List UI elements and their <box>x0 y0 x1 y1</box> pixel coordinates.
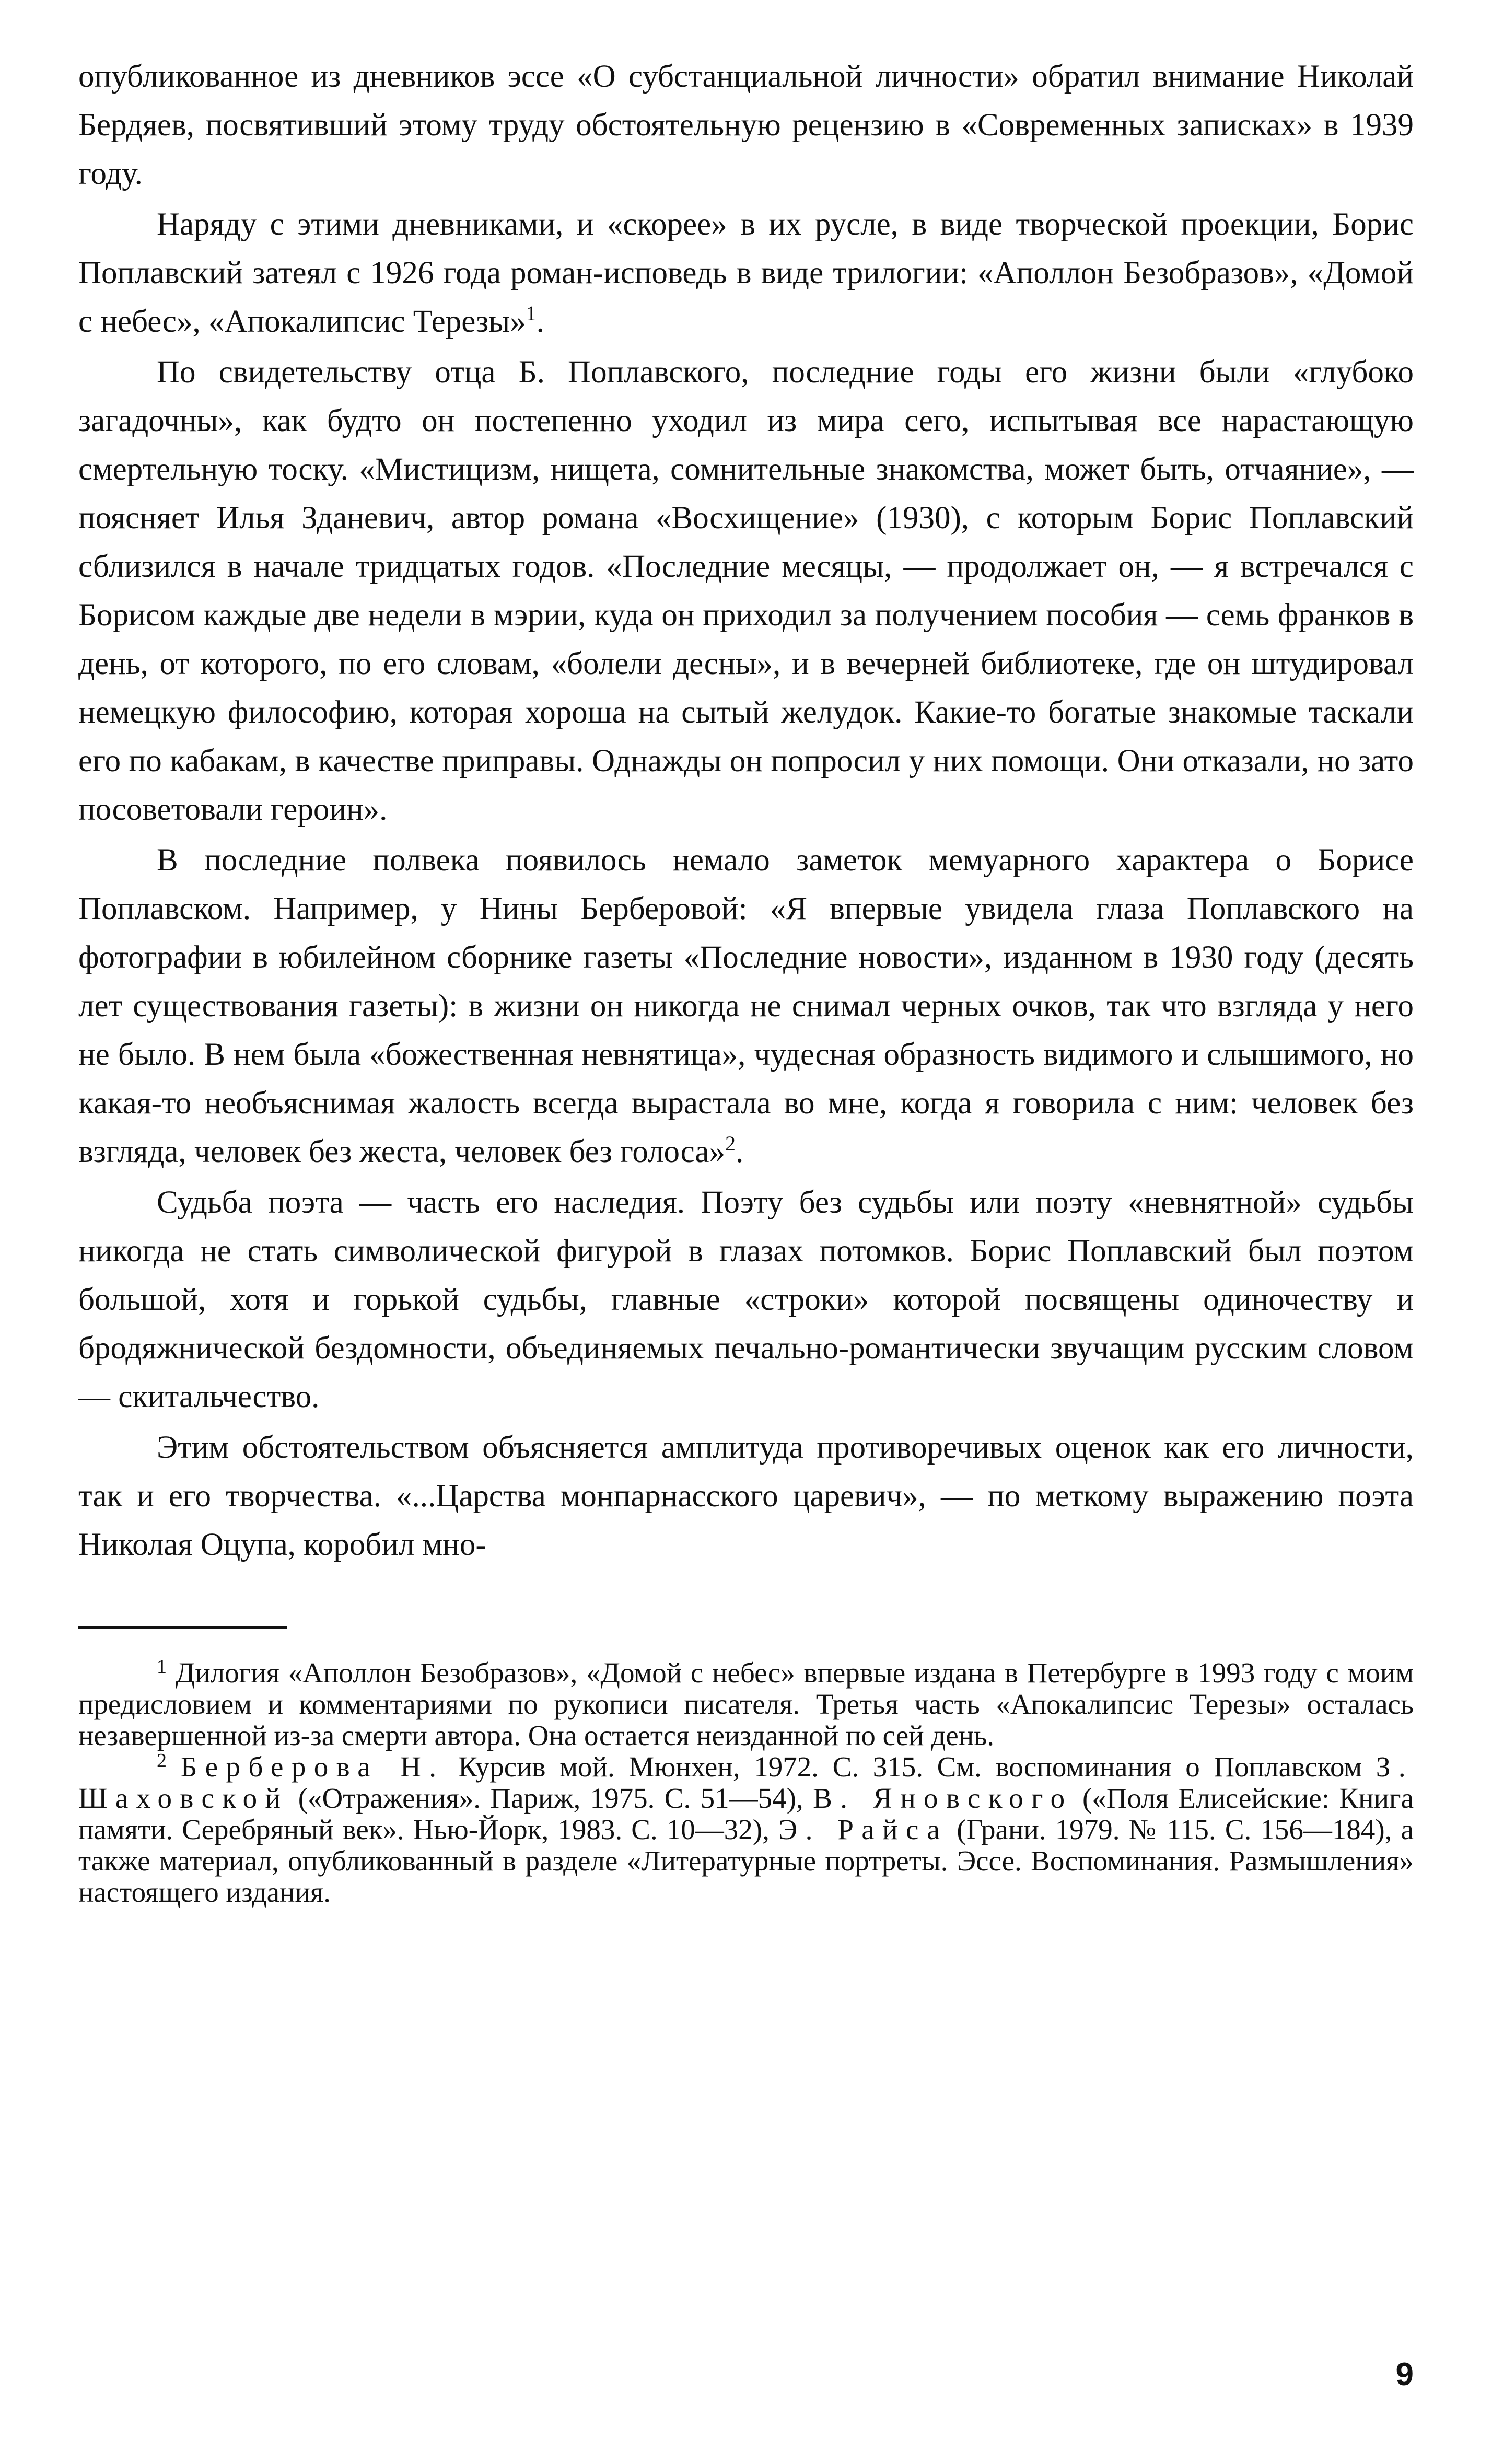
paragraph-4-end: . <box>735 1134 744 1169</box>
footnote-2-author-3: В. Яновского <box>813 1782 1073 1814</box>
paragraph-6: Этим обстоятельством объясняется амплитуда противоречивых оценок как его личности, так и его творчества. «...Царства монпарнасского царевич», — по меткому выражению поэта Николая Оцупа, коробил мно- <box>78 1430 1414 1562</box>
footnote-ref-2: 2 <box>725 1132 736 1155</box>
main-text <box>78 52 1414 1569</box>
footnote-2-author-4: Э. Райса <box>778 1814 948 1845</box>
paragraph-1: опубликованное из дневников эссе «О субстанциальной личности» обратил внимание Николай Бердяев, посвятивший этому труду обстоятельную рецензию в «Современных записках» в 1939 году. <box>78 59 1414 191</box>
footnote-2-marker: 2 <box>157 1750 167 1772</box>
footnote-2-author-1: Берберова Н. <box>180 1751 445 1783</box>
footnote-1-marker: 1 <box>157 1656 167 1678</box>
footnote-2-author-2: З. Шаховской <box>78 1751 1414 1814</box>
footnote-2-text-4: (Грани. 1979. № 115. С. 156—184), а также материал, опубликованный в разделе «Литературные портреты. Эссе. Воспоминания. Размышления» настоящего издания. <box>78 1814 1414 1908</box>
footnote-2 <box>78 1751 1414 1908</box>
footnote-2-text-1: Курсив мой. Мюнхен, 1972. С. 315. См. воспоминания о Поплавском <box>458 1751 1362 1783</box>
footnote-1-text: Дилогия «Аполлон Безобразов», «Домой с небес» впервые издана в Петербурге в 1993 году с моим предисловием и комментариями по рукописи писателя. Третья часть «Апокалипсис Терезы» осталась незавершенной из-за смерти автора. Она остается неизданной по сей день. <box>78 1657 1414 1751</box>
footnote-ref-1: 1 <box>526 301 537 325</box>
paragraph-4-text: В последние полвека появилось немало заметок мемуарного характера о Борисе Поплавском. Например, у Нины Берберовой: «Я впервые увидела глаза Поплавского на фотографии в юбилейном сборнике газеты «Последние новости», изданном в 1930 году (десять лет существования газеты): в жизни он никогда не снимал черных очков, так что взгляда у него не было. В нем была «божественная невнятица», чудесная образность видимого и слышимого, но какая-то необъяснимая жалость всегда вырастала во мне, когда я говорила с ним: человек без взгляда, человек без жеста, человек без голоса» <box>78 843 1414 1169</box>
paragraph-3: По свидетельству отца Б. Поплавского, последние годы его жизни были «глубоко загадочны», как будто он постепенно уходил из мира сего, испытывая все нарастающую смертельную тоску. «Мистицизм, нищета, сомнительные знакомства, может быть, отчаяние», — поясняет Илья Зданевич, автор романа «Восхищение» (1930), с которым Борис Поплавский сблизился в начале тридцатых годов. «Последние месяцы, — продолжает он, — я встречался с Борисом каждые две недели в мэрии, куда он приходил за получением пособия — семь франков в день, от которого, по его словам, «болели десны», и в вечерней библиотеке, где он штудировал немецкую философию, которая хороша на сытый желудок. Какие-то богатые знакомые таскали его по кабакам, в качестве приправы. Однажды он попросил у них помощи. Они отказали, но зато посоветовали героин». <box>78 355 1414 827</box>
paragraph-2-end: . <box>536 304 544 339</box>
book-page <box>78 52 1414 2424</box>
footnote-separator <box>78 1626 287 1629</box>
paragraph-2 <box>78 200 1414 346</box>
paragraph-4 <box>78 836 1414 1176</box>
footnote-2-text-2: («Отражения». Париж, 1975. С. 51—54), <box>298 1782 803 1814</box>
footnote-1 <box>78 1657 1414 1751</box>
page-number: 9 <box>1395 2356 1414 2392</box>
footnote-2-text-3: («Поля Елисейские: Книга памяти. Серебряный век». Нью-Йорк, 1983. С. 10—32), <box>78 1782 1414 1845</box>
footnotes <box>78 1657 1414 1908</box>
paragraph-5: Судьба поэта — часть его наследия. Поэту без судьбы или поэту «невнятной» судьбы никогда не стать символической фигурой в глазах потомков. Борис Поплавский был поэтом большой, хотя и горькой судьбы, главные «строки» которой посвящены одиночеству и бродяжнической бездомности, объединяемых печально-романтически звучащим русским словом — скитальчество. <box>78 1185 1414 1414</box>
paragraph-2-text: Наряду с этими дневниками, и «скорее» в их русле, в виде творческой проекции, Борис Поплавский затеял с 1926 года роман-исповедь в виде трилогии: «Аполлон Безобразов», «Домой с небес», «Апокалипсис Терезы» <box>78 207 1414 339</box>
